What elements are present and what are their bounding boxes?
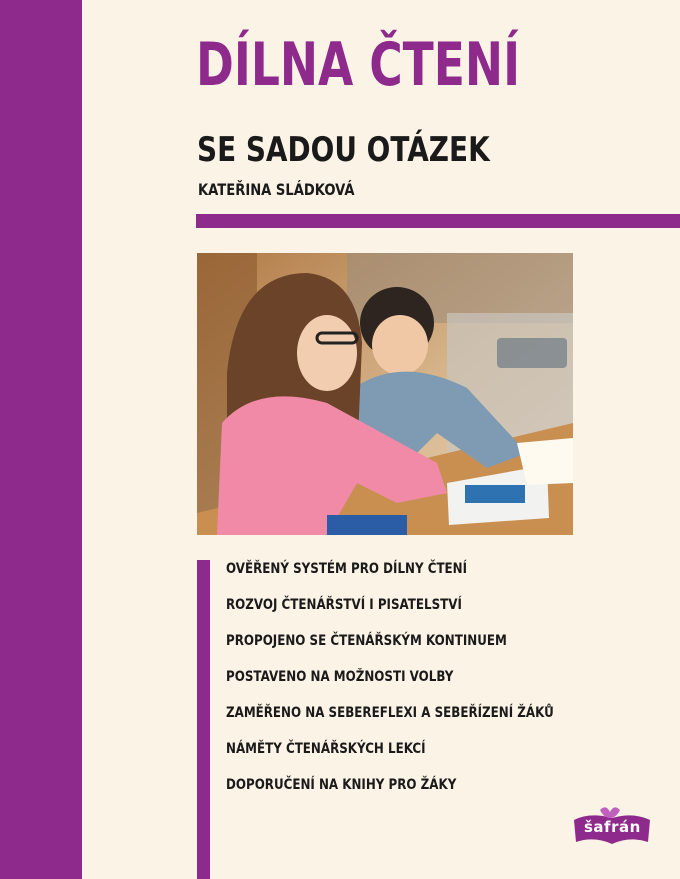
cover-photo — [197, 253, 573, 535]
features-accent-band — [197, 560, 210, 879]
feature-item: POSTAVENO NA MOŽNOSTI VOLBY — [226, 669, 454, 685]
feature-item: PROPOJENO SE ČTENÁŘSKÝM KONTINUEM — [226, 633, 507, 649]
book-author: KATEŘINA SLÁDKOVÁ — [198, 180, 355, 199]
photo-children-reading-icon — [197, 253, 573, 535]
feature-item: ROZVOJ ČTENÁŘSTVÍ I PISATELSTVÍ — [226, 597, 462, 613]
title-divider-bar — [196, 214, 680, 228]
left-accent-band — [0, 0, 82, 879]
feature-item: DOPORUČENÍ NA KNIHY PRO ŽÁKY — [226, 777, 457, 793]
feature-item: OVĚŘENÝ SYSTÉM PRO DÍLNY ČTENÍ — [226, 561, 468, 577]
features-list — [226, 558, 626, 810]
book-subtitle: SE SADOU OTÁZEK — [197, 130, 490, 170]
feature-item: NÁMĚTY ČTENÁŘSKÝCH LEKCÍ — [226, 741, 426, 757]
feature-item: ZAMĚŘENO NA SEBEREFLEXI A SEBEŘÍZENÍ ŽÁKŮ — [226, 705, 554, 721]
publisher-logo — [570, 806, 654, 852]
book-title: DÍLNA ČTENÍ — [196, 30, 521, 100]
publisher-name: šafrán — [584, 818, 641, 836]
